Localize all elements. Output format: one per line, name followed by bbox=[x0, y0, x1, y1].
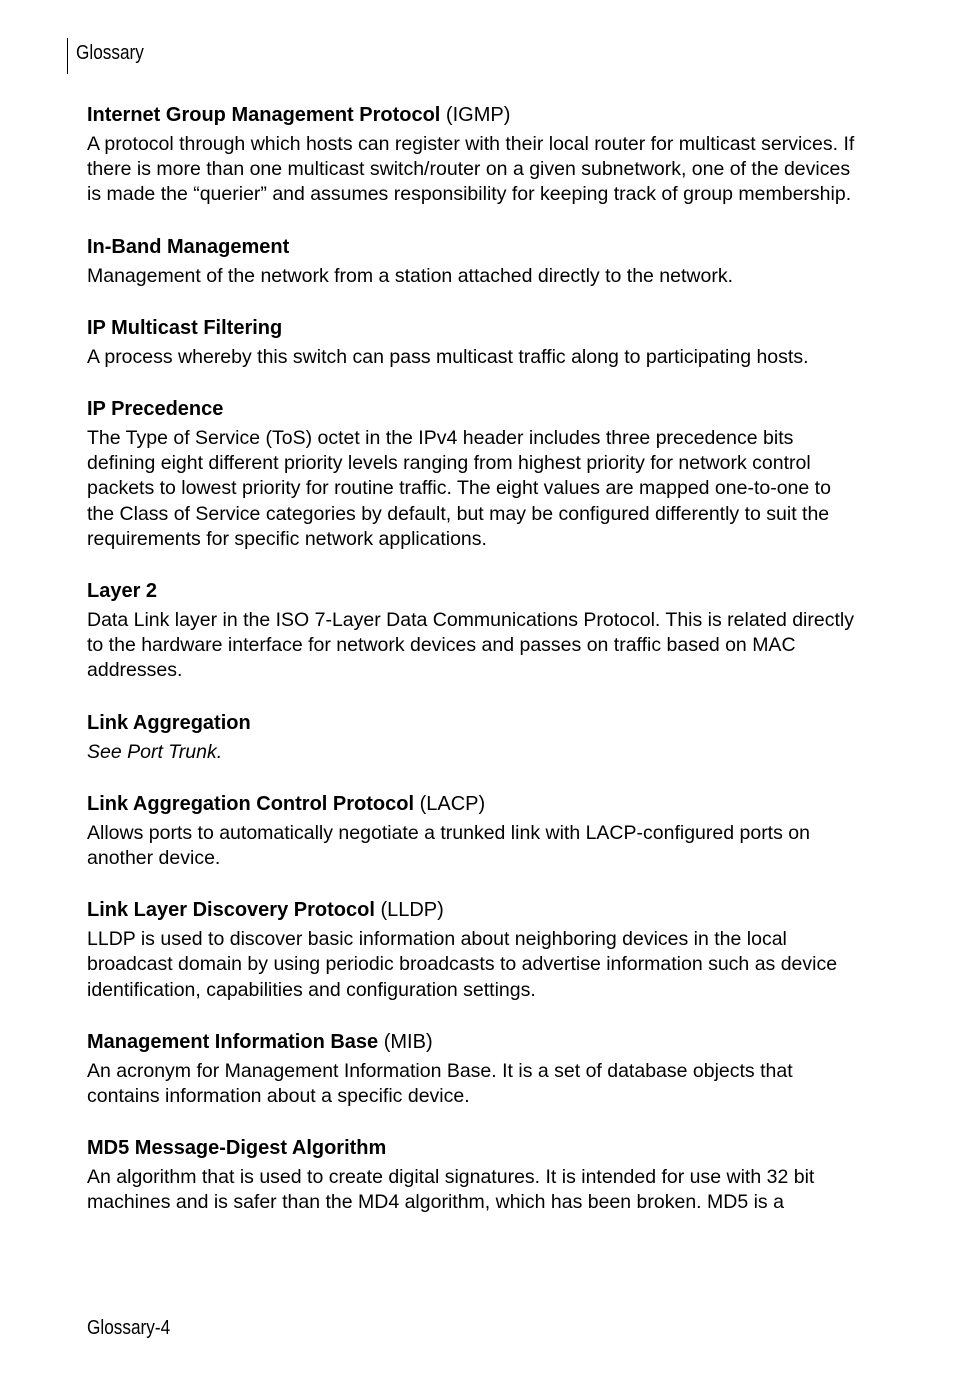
term-name: Link Layer Discovery Protocol bbox=[87, 899, 375, 922]
entry-term bbox=[87, 1136, 867, 1160]
glossary-entry-lacp bbox=[87, 792, 867, 871]
term-abbreviation: (LACP) bbox=[419, 792, 486, 815]
glossary-entry-mib bbox=[87, 1030, 867, 1109]
term-name: In-Band Management bbox=[87, 235, 290, 258]
term-name: Link Aggregation Control Protocol bbox=[87, 792, 415, 815]
entry-term bbox=[87, 316, 867, 340]
entry-definition: A process whereby this switch can pass multicast traffic along to participating hosts. bbox=[87, 345, 809, 368]
glossary-entry-igmp bbox=[87, 103, 867, 208]
term-abbreviation: (IGMP) bbox=[445, 104, 511, 126]
running-header: Glossary bbox=[76, 42, 144, 64]
entry-term bbox=[87, 1030, 867, 1054]
entry-definition: LLDP is used to discover basic information about neighboring devices in the local broadcast domain by using periodic broadcasts to advertise information such as device identification, capabilities and configuration settings. bbox=[87, 928, 838, 1001]
entry-definition: A protocol through which hosts can register with their local router for multicast services. If there is more than one multicast switch/router on a given subnetwork, one of the devices is made the “querier” and assumes responsibility for keeping track of group membership. bbox=[87, 133, 855, 206]
term-abbreviation: (LLDP) bbox=[380, 899, 444, 922]
entry-definition: Allows ports to automatically negotiate a trunked link with LACP-configured ports on another device. bbox=[87, 821, 810, 870]
entry-definition: Data Link layer in the ISO 7-Layer Data Communications Protocol. This is related directly to the hardware interface for network devices and passes on traffic based on MAC addresses. bbox=[87, 609, 854, 682]
entry-definition: The Type of Service (ToS) octet in the IPv4 header includes three precedence bits defining eight different priority levels ranging from highest priority for network control packets to lowest priority for routine traffic. The eight values are mapped one-to-one to the Class of Service categories by default, but may be configured differently to suit the requirements for specific network applications. bbox=[87, 427, 831, 550]
glossary-entry-layer-2 bbox=[87, 579, 867, 684]
term-name: Link Aggregation bbox=[87, 711, 251, 734]
entry-term bbox=[87, 103, 867, 127]
entry-term bbox=[87, 711, 867, 735]
entry-definition: Management of the network from a station attached directly to the network. bbox=[87, 264, 734, 287]
term-name: IP Multicast Filtering bbox=[87, 316, 283, 339]
entry-term bbox=[87, 579, 867, 603]
entry-term bbox=[87, 792, 867, 816]
term-name: Layer 2 bbox=[87, 580, 158, 603]
term-abbreviation: (MIB) bbox=[383, 1030, 433, 1053]
header-rule bbox=[67, 38, 68, 74]
glossary-entry-ip-precedence bbox=[87, 397, 867, 552]
entry-definition: An acronym for Management Information Base. It is a set of database objects that contains information about a specific device. bbox=[87, 1059, 793, 1108]
glossary-entry-link-aggregation bbox=[87, 711, 867, 765]
glossary-entry-lldp bbox=[87, 898, 867, 1003]
entry-definition: An algorithm that is used to create digital signatures. It is intended for use with 32 bit machines and is safer than the MD4 algorithm, which has been broken. MD5 is a bbox=[87, 1166, 815, 1214]
page-number: Glossary-4 bbox=[87, 1317, 171, 1339]
entry-term bbox=[87, 235, 867, 259]
term-name: IP Precedence bbox=[87, 398, 224, 421]
glossary-entry-ip-multicast-filtering bbox=[87, 316, 867, 370]
entry-cross-reference: See Port Trunk. bbox=[87, 740, 223, 763]
glossary-content bbox=[87, 103, 867, 1243]
term-name: Management Information Base bbox=[87, 1030, 379, 1053]
entry-term bbox=[87, 898, 867, 922]
term-name: Internet Group Management Protocol bbox=[87, 104, 441, 126]
glossary-entry-md5 bbox=[87, 1136, 867, 1215]
entry-term bbox=[87, 397, 867, 421]
glossary-entry-in-band-management bbox=[87, 235, 867, 289]
term-name: MD5 Message-Digest Algorithm bbox=[87, 1137, 387, 1160]
